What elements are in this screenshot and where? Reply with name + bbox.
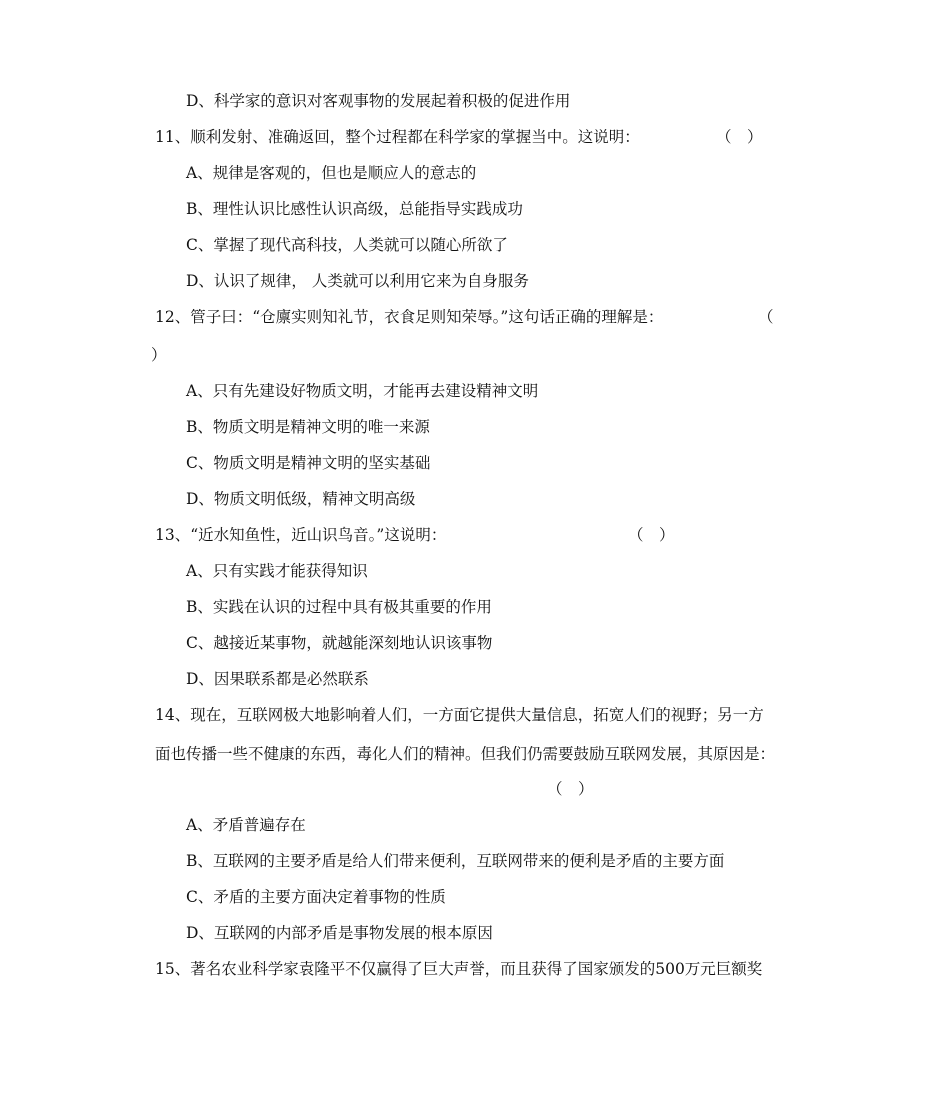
question-11: 11、顺利发射、准确返回，整个过程都在科学家的掌握当中。这说明： xyxy=(155,128,640,146)
q11-option-a: A、规律是客观的，但也是顺应人的意志的 xyxy=(186,164,477,182)
q11-option-c: C、掌握了现代高科技，人类就可以随心所欲了 xyxy=(186,236,508,254)
q11-option-b: B、理性认识比感性认识高级，总能指导实践成功 xyxy=(186,200,523,218)
question-11-answer-blank: （ ） xyxy=(716,128,763,146)
q14-option-a: A、矛盾普遍存在 xyxy=(186,816,306,834)
question-12-answer-blank-close: ） xyxy=(151,346,167,364)
q13-option-c: C、越接近某事物，就越能深刻地认识该事物 xyxy=(186,634,493,652)
question-14-line-1: 14、现在，互联网极大地影响着人们，一方面它提供大量信息，拓宽人们的视野；另一方 xyxy=(155,706,764,724)
q12-option-d: D、物质文明低级，精神文明高级 xyxy=(186,490,416,508)
q12-option-a: A、只有先建设好物质文明，才能再去建设精神文明 xyxy=(186,382,539,400)
q14-option-c: C、矛盾的主要方面决定着事物的性质 xyxy=(186,888,446,906)
question-12: 12、管子曰：“仓廪实则知礼节，衣食足则知荣辱。”这句话正确的理解是： xyxy=(155,308,664,326)
q12-option-c: C、物质文明是精神文明的坚实基础 xyxy=(186,454,431,472)
q14-option-d: D、互联网的内部矛盾是事物发展的根本原因 xyxy=(186,924,493,942)
question-12-answer-blank-open: （ xyxy=(758,308,774,326)
q13-option-b: B、实践在认识的过程中具有极其重要的作用 xyxy=(186,598,492,616)
question-13: 13、“近水知鱼性，近山识鸟音。”这说明： xyxy=(155,526,447,544)
question-14-answer-blank: （ ） xyxy=(547,780,594,798)
q12-option-b: B、物质文明是精神文明的唯一来源 xyxy=(186,418,430,436)
q13-option-d: D、因果联系都是必然联系 xyxy=(186,670,369,688)
q11-option-d: D、认识了规律， 人类就可以利用它来为自身服务 xyxy=(186,272,529,290)
question-13-answer-blank: （ ） xyxy=(628,526,675,544)
q10-option-d: D、科学家的意识对客观事物的发展起着积极的促进作用 xyxy=(186,92,571,110)
question-14-line-2: 面也传播一些不健康的东西，毒化人们的精神。但我们仍需要鼓励互联网发展，其原因是： xyxy=(155,745,776,763)
question-15: 15、著名农业科学家袁隆平不仅赢得了巨大声誉，而且获得了国家颁发的500万元巨额奖 xyxy=(155,960,763,978)
q14-option-b: B、互联网的主要矛盾是给人们带来便利，互联网带来的便利是矛盾的主要方面 xyxy=(186,852,725,870)
q13-option-a: A、只有实践才能获得知识 xyxy=(186,562,368,580)
